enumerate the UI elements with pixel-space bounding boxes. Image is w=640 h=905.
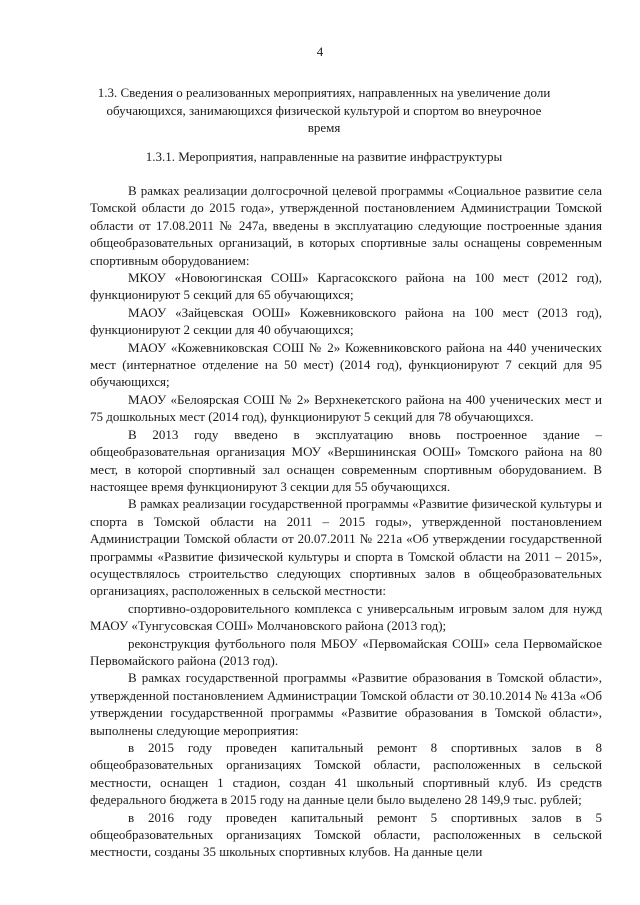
subsection-heading: 1.3.1. Мероприятия, направленные на развитие инфраструктуры — [145, 149, 503, 164]
paragraph-2016-repairs: в 2016 году проведен капитальный ремонт 5 спортивных залов в 5 общеобразовательных организациях Томской области, расположенных в сельской местности, созданы 35 школьных спортивных клубов. На данные цели — [90, 809, 602, 860]
paragraph-pervomayskaya-field: реконструкция футбольного поля МБОУ «Первомайская СОШ» села Первомайское Первомайского района (2013 год). — [90, 635, 602, 668]
paragraph-2015-repairs: в 2015 году проведен капитальный ремонт 8 спортивных залов в 8 общеобразовательных организациях Томской области, расположенных в сельской местности, оснащен 1 стадион, создан 41 школьный спортивный клуб. Из средств федерального бюджета в 2015 году на данные цели было выделено 28 149,9 тыс. рублей; — [90, 740, 602, 808]
paragraph-school-kozhevnikovskaya: МАОУ «Кожевниковская СОШ № 2» Кожевниковского района на 440 ученических мест (интернатное отделение на 50 мест) (2014 год), функционируют 7 секций для 95 обучающихся; — [90, 339, 602, 390]
page-number: 4 — [316, 44, 324, 59]
paragraph-school-novoyuginskaya: МКОУ «Новоюгинская СОШ» Каргасокского района на 100 мест (2012 год), функционируют 5 секций для 65 обучающихся; — [90, 270, 602, 303]
paragraph-tungusovskaya-complex: спортивно-оздоровительного комплекса с универсальным игровым залом для нужд МАОУ «Тунгусовская СОШ» Молчановского района (2013 год); — [90, 600, 602, 634]
paragraph-education-program: В рамках государственной программы «Развитие образования в Томской области», утвержденной постановлением Администрации Томской области от 30.10.2014 № 413а «Об утверждении государственной программы «Развитие образования в Томской области», выполнены следующие мероприятия: — [90, 670, 602, 738]
paragraph-school-zaytsevskaya: МАОУ «Зайцевская ООШ» Кожевниковского района на 100 мест (2013 год), функционируют 2 секции для 40 обучающихся; — [90, 304, 602, 338]
paragraph-sport-program: В рамках реализации государственной программы «Развитие физической культуры и спорта в Томской области на 2011 – 2015 годы», утвержденной постановлением Администрации Томской области от 20.07.2011 № 221а «Об утверждении государственной программы «Развитие физической культуры и спорта в Томской области на 2011 – 2015», осуществлялось строительство следующих спортивных залов в общеобразовательных организациях, расположенных в сельской местности: — [90, 496, 602, 599]
body-text — [90, 182, 602, 861]
section-heading: 1.3. Сведения о реализованных мероприятиях, направленных на увеличение доли обучающихся, занимающихся физической культурой и спортом во внеурочное время — [97, 85, 551, 135]
paragraph-intro: В рамках реализации долгосрочной целевой программы «Социальное развитие села Томской области до 2015 года», утвержденной постановлением Администрации Томской области от 17.08.2011 № 247а, введены в эксплуатацию следующие построенные здания общеобразовательных организаций, в которых спортивные залы оснащены современным спортивным оборудованием: — [90, 183, 602, 268]
paragraph-school-beloyarskaya: МАОУ «Белоярская СОШ № 2» Верхнекетского района на 400 ученических мест и 75 дошкольных мест (2014 год), функционируют 5 секций для 78 обучающихся. — [90, 391, 602, 425]
paragraph-vershininskaya-2013: В 2013 году введено в эксплуатацию вновь построенное здание – общеобразовательная организация МОУ «Вершининская ООШ» Томского района на 80 мест, в которой спортивный зал оснащен современным спортивным оборудованием. В настоящее время функционируют 3 секции для 55 обучающихся. — [90, 426, 602, 494]
